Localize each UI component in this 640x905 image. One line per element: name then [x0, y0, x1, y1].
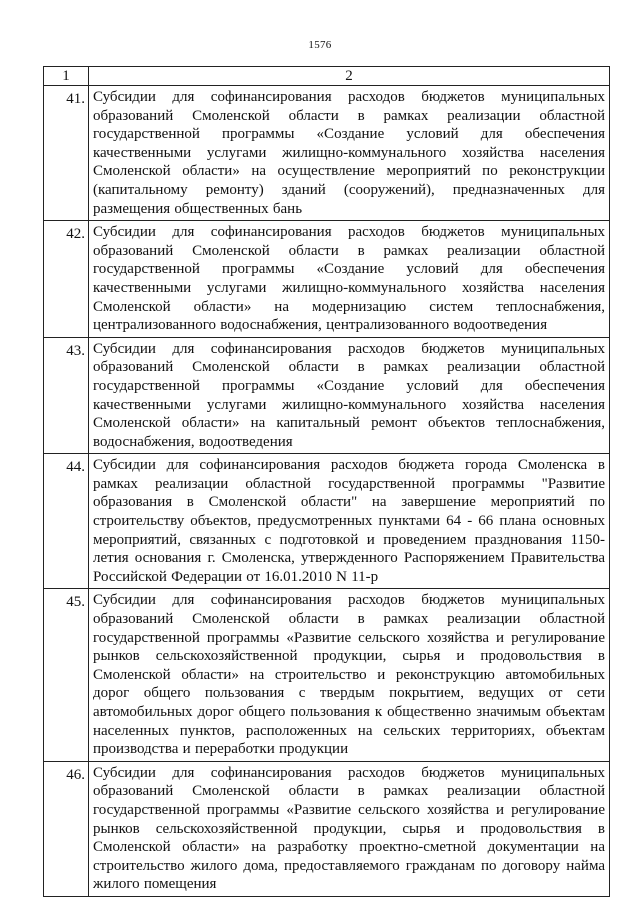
column-header-description: 2 [89, 67, 610, 86]
row-description: Субсидии для софинансирования расходов бюджетов муниципальных образований Смоленской области в рамках реализации областной государственной программы «Создание условий для обеспечения качественными услугами жилищно-коммунального хозяйства населения Смоленской области» на модернизацию систем теплоснабжения, централизованного водоснабжения, централизованного водоотведения [89, 221, 610, 338]
row-number: 46. [44, 761, 89, 896]
subsidies-table [43, 66, 610, 897]
table-row [44, 761, 610, 896]
row-number: 45. [44, 589, 89, 761]
row-number: 44. [44, 454, 89, 589]
row-description: Субсидии для софинансирования расходов бюджета города Смоленска в рамках реализации областной государственной программы "Развитие образования в Смоленской области" на завершение мероприятий по строительству объектов, предусмотренных пунктами 64 - 66 плана основных мероприятий, связанных с подготовкой и проведением празднования 1150-летия основания г. Смоленска, утвержденного Распоряжением Правительства Российской Федерации от 16.01.2010 N 11-р [89, 454, 610, 589]
table-row [44, 454, 610, 589]
row-description: Субсидии для софинансирования расходов бюджетов муниципальных образований Смоленской области в рамках реализации областной государственной программы «Создание условий для обеспечения качественными услугами жилищно-коммунального хозяйства населения Смоленской области» на осуществление мероприятий по реконструкции (капитальному ремонту) зданий (сооружений), предназначенных для размещения общественных бань [89, 86, 610, 221]
table-row [44, 337, 610, 454]
table-row [44, 589, 610, 761]
row-number: 43. [44, 337, 89, 454]
row-description: Субсидии для софинансирования расходов бюджетов муниципальных образований Смоленской области в рамках реализации областной государственной программы «Развитие сельского хозяйства и регулирование рынков сельскохозяйственной продукции, сырья и продовольствия в Смоленской области» на строительство и реконструкцию автомобильных дорог общего пользования с твердым покрытием, ведущих от сети автомобильных дорог общего пользования к общественно значимым объектам населенных пунктов, расположенных на сельских территориях, объектам производства и переработки продукции [89, 589, 610, 761]
table-header-row [44, 67, 610, 86]
row-number: 41. [44, 86, 89, 221]
row-description: Субсидии для софинансирования расходов бюджетов муниципальных образований Смоленской области в рамках реализации областной государственной программы «Развитие сельского хозяйства и регулирование рынков сельскохозяйственной продукции, сырья и продовольствия в Смоленской области» на разработку проектно-сметной документации на строительство жилого дома, предоставляемого гражданам по договору найма жилого помещения [89, 761, 610, 896]
row-number: 42. [44, 221, 89, 338]
table-row [44, 86, 610, 221]
page-number: 1576 [308, 39, 332, 51]
row-description: Субсидии для софинансирования расходов бюджетов муниципальных образований Смоленской области в рамках реализации областной государственной программы «Создание условий для обеспечения качественными услугами жилищно-коммунального хозяйства населения Смоленской области» на капитальный ремонт объектов теплоснабжения, водоснабжения, водоотведения [89, 337, 610, 454]
table-row [44, 221, 610, 338]
column-header-number: 1 [44, 67, 89, 86]
